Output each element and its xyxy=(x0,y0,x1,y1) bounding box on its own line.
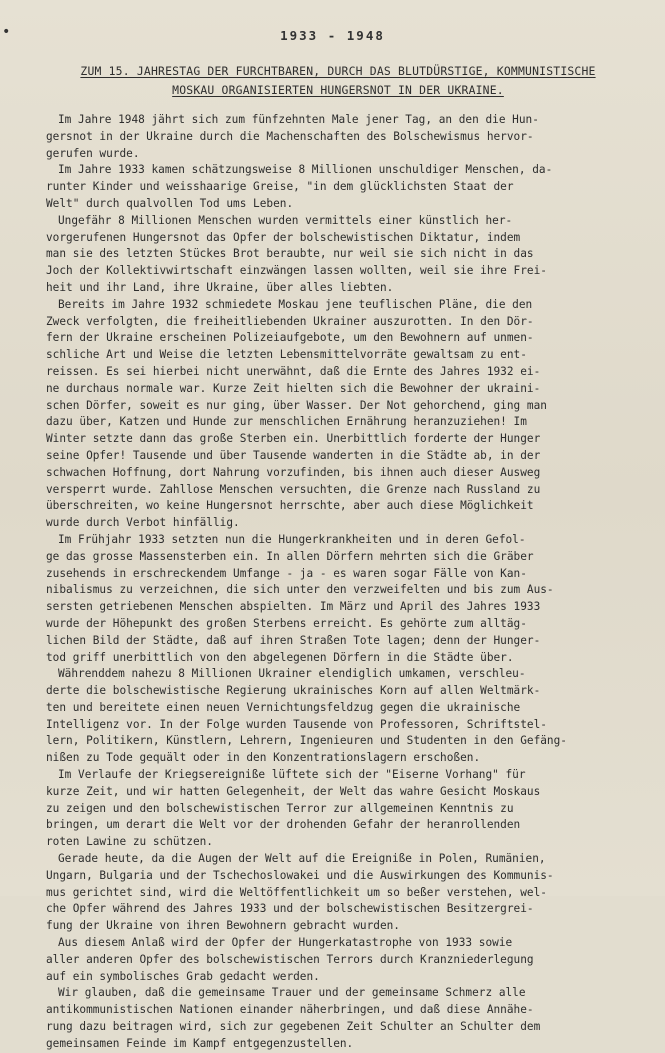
text-line: Ungefähr 8 Millionen Menschen wurden vermittels einer künstlich her- xyxy=(58,213,513,227)
text-line: schwachen Hoffnung, dort Nahrung vorzufinden, bis ihnen auch dieser Ausweg xyxy=(46,465,541,479)
title-line-1-text: ZUM 15. JAHRESTAG DER FURCHTBAREN, DURCH DAS BLUTDÜRSTIGE, KOMMUNISTISCHE xyxy=(80,64,596,78)
text-line: Währenddem nahezu 8 Millionen Ukrainer elendiglich umkamen, verschleu- xyxy=(58,667,526,681)
text-line: lern, Politikern, Künstlern, Lehrern, Ingenieuren und Studenten in den Gefäng- xyxy=(46,734,567,748)
text-line: zusehends in erschreckendem Umfange - ja - es waren sogar Fälle von Kan- xyxy=(46,566,527,580)
text-line: mus gerichtet sind, wird die Weltöffentlichkeit um so beßer verstehen, wel- xyxy=(46,885,547,899)
text-line: Im Frühjahr 1933 setzten nun die Hungerkrankheiten und in deren Gefol- xyxy=(58,532,526,546)
text-line: versperrt wurde. Zahllose Menschen versuchten, die Grenze nach Russland zu xyxy=(46,482,541,496)
text-line: Welt" durch qualvollen Tod ums Leben. xyxy=(46,196,294,210)
text-line: ge das grosse Massensterben ein. In allen Dörfern mehrten sich die Gräber xyxy=(46,549,534,563)
text-line: bringen, um derart die Welt vor der drohenden Gefahr der heranrollenden xyxy=(46,818,521,832)
text-line: gemeinsamen Feinde im Kampf entgegenzustellen. xyxy=(46,1036,354,1050)
text-line: runter Kinder und weisshaarige Greise, "in dem glücklichsten Staat der xyxy=(46,180,514,194)
text-line: reissen. Es sei hierbei nicht unerwähnt, daß die Ernte des Jahres 1932 ei- xyxy=(46,364,541,378)
margin-mark: • xyxy=(2,24,11,40)
text-line: Joch der Kollektivwirtschaft einzwängen lassen wollten, weil sie ihre Frei- xyxy=(46,264,547,278)
text-line: ten und bereitete einen neuen Vernichtungsfeldzug gegen die ukrainische xyxy=(46,700,521,714)
text-line: auf ein symbolisches Grab gedacht werden. xyxy=(46,969,320,983)
text-line: nibalismus zu verzeichnen, die sich unter den verzweifelten und bis zum Aus- xyxy=(46,583,554,597)
text-line: seine Opfer! Tausende und über Tausende wanderten in die Städte ab, in der xyxy=(46,448,541,462)
text-line: Zweck verfolgten, die freiheitliebenden Ukrainer auszurotten. In den Dör- xyxy=(46,314,534,328)
text-line: Intelligenz vor. In der Folge wurden Tausende von Professoren, Schriftstel- xyxy=(46,717,547,731)
text-line: Wir glauben, daß die gemeinsame Trauer und der gemeinsame Schmerz alle xyxy=(58,986,526,1000)
text-line: nißen zu Tode gequält oder in den Konzentrationslagern erschoßen. xyxy=(46,751,481,765)
text-line: dazu über, Katzen und Hunde zur menschlichen Ernährung heranzuziehen! Im xyxy=(46,415,527,429)
text-line: derte die bolschewistische Regierung ukrainisches Korn auf allen Weltmärk- xyxy=(46,684,541,698)
text-line: ne durchaus normale war. Kurze Zeit hielten sich die Bewohner der ukraini- xyxy=(46,381,541,395)
title-line-1 xyxy=(38,64,638,78)
text-line: schliche Art und Weise die letzten Lebensmittelvorräte gewaltsam zu ent- xyxy=(46,348,527,362)
text-line: aller anderen Opfer des bolschewistischen Terrors durch Kranzniederlegung xyxy=(46,952,534,966)
text-line: überschreiten, wo keine Hungersnot herrschte, aber auch diese Möglichkeit xyxy=(46,499,534,513)
text-line: rung dazu beitragen wird, sich zur gegebenen Zeit Schulter an Schulter dem xyxy=(46,1020,541,1034)
text-line: tod griff unerbittlich von den abgelegenen Dörfern in die Städte über. xyxy=(46,650,514,664)
title-line-2 xyxy=(38,83,638,97)
text-line: vorgerufenen Hungersnot das Opfer der bolschewistischen Diktatur, indem xyxy=(46,230,521,244)
text-line: Bereits im Jahre 1932 schmiedete Moskau jene teuflischen Pläne, die den xyxy=(58,297,533,311)
text-line: kurze Zeit, und wir hatten Gelegenheit, der Welt das wahre Gesicht Moskaus xyxy=(46,784,541,798)
text-line: man sie des letzten Stückes Brot beraubte, nur weil sie sich nicht in das xyxy=(46,247,534,261)
text-line: che Opfer während des Jahres 1933 und der bolschewistischen Besitzergrei- xyxy=(46,902,534,916)
text-line: wurde durch Verbot hinfällig. xyxy=(46,516,240,530)
text-line: sersten getriebenen Menschen abspielten. Im März und April des Jahres 1933 xyxy=(46,600,541,614)
title-line-2-text: MOSKAU ORGANISIERTEN HUNGERSNOT IN DER UKRAINE. xyxy=(172,83,504,97)
text-line: Gerade heute, da die Augen der Welt auf die Ereigniße in Polen, Rumänien, xyxy=(58,852,546,866)
text-line: fung der Ukraine von ihren Bewohnern gebracht wurden. xyxy=(46,919,400,933)
text-line: lichen Bild der Städte, daß auf ihren Straßen Tote lagen; denn der Hunger- xyxy=(46,633,541,647)
text-line: Im Jahre 1933 kamen schätzungsweise 8 Millionen unschuldiger Menschen, da- xyxy=(58,163,553,177)
text-line: zu zeigen und den bolschewistischen Terror zur allgemeinen Kenntnis zu xyxy=(46,801,514,815)
text-line: fern der Ukraine erscheinen Polizeiaufgebote, um den Bewohnern auf unmen- xyxy=(46,331,534,345)
text-line: Ungarn, Bulgaria und der Tschechoslowakei und die Auswirkungen des Kommunis- xyxy=(46,868,554,882)
text-line: gerufen wurde. xyxy=(46,146,140,160)
text-line: Im Verlaufe der Kriegsereigniße lüftete sich der "Eiserne Vorhang" für xyxy=(58,768,526,782)
text-line: Winter setzte dann das große Sterben ein. Unerbittlich forderte der Hunger xyxy=(46,432,541,446)
text-line: heit und ihr Land, ihre Ukraine, über alles liebten. xyxy=(46,280,394,294)
text-line: roten Lawine zu schützen. xyxy=(46,835,213,849)
text-line: schen Dörfer, soweit es nur ging, über Wasser. Der Not gehorchend, ging man xyxy=(46,398,547,412)
text-line: Aus diesem Anlaß wird der Opfer der Hungerkatastrophe von 1933 sowie xyxy=(58,936,513,950)
text-line: Im Jahre 1948 jährt sich zum fünfzehnten Male jener Tag, an den die Hun- xyxy=(58,113,539,126)
text-line: gersnot in der Ukraine durch die Machenschaften des Bolschewismus hervor- xyxy=(46,129,534,143)
header-years: 1933 - 1948 xyxy=(280,28,385,43)
text-line: wurde der Höhepunkt des großen Sterbens erreicht. Es gehörte zum alltäg- xyxy=(46,616,527,630)
body-text xyxy=(46,112,646,1053)
text-line: antikommunistischen Nationen einander näherbringen, und daß diese Annähe- xyxy=(46,1003,534,1017)
